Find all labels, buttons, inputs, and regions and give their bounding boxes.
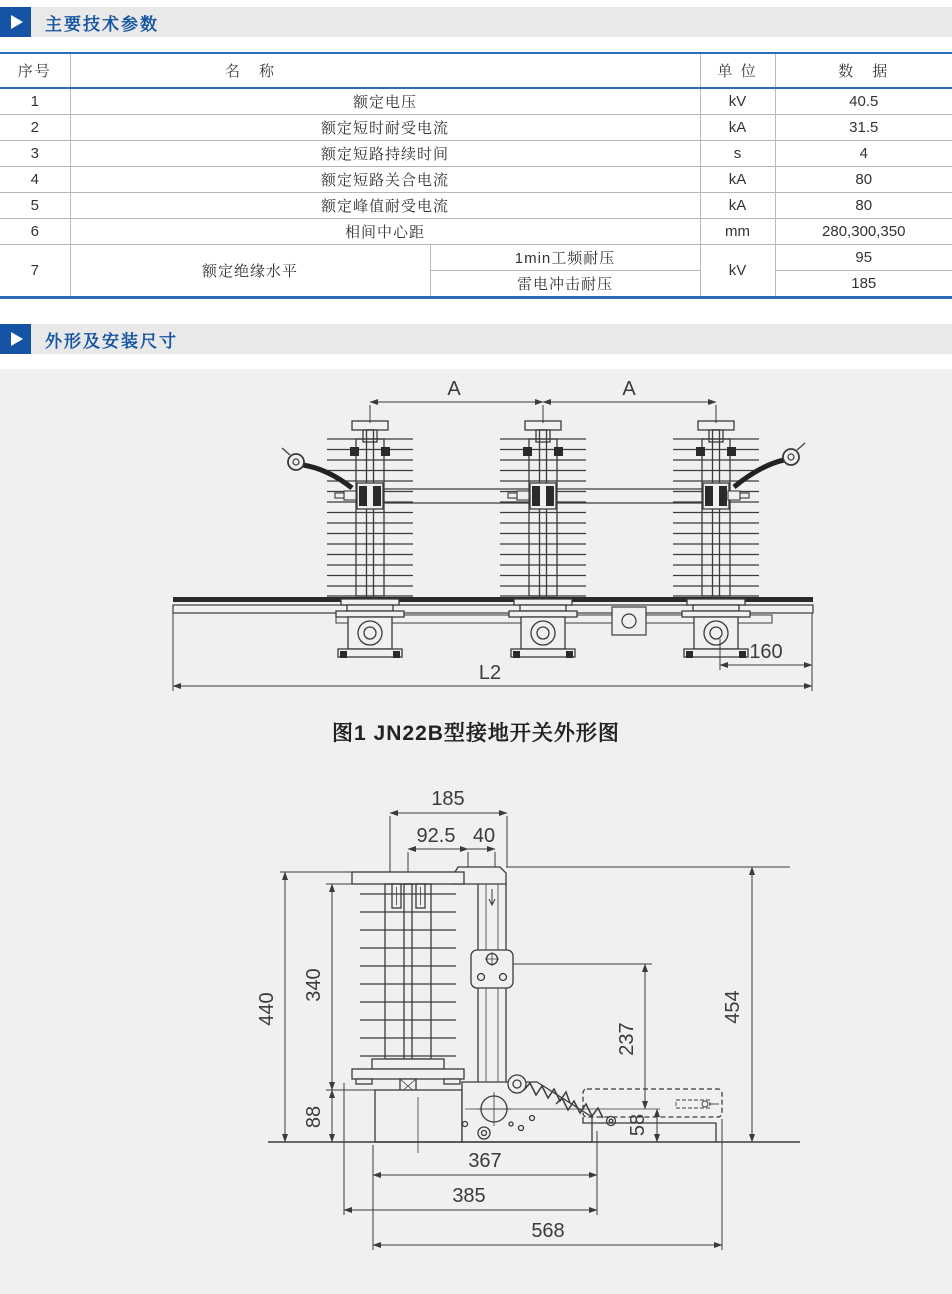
- table-row: [0, 193, 952, 219]
- table-row: [0, 167, 952, 193]
- cell-value: 80: [775, 167, 952, 193]
- cell-index: 7: [0, 245, 70, 298]
- cell-unit: s: [700, 141, 775, 167]
- ground-cable-left: [282, 448, 352, 488]
- cell-name: 额定短路关合电流: [70, 167, 700, 193]
- right-arrow-icon: [11, 332, 23, 346]
- cell-index: 6: [0, 219, 70, 245]
- dim-label-568: 568: [531, 1220, 565, 1242]
- cell-subname: 雷电冲击耐压: [430, 271, 700, 298]
- cell-unit: mm: [700, 219, 775, 245]
- col-header-unit: 单 位: [700, 53, 775, 88]
- table-row: [0, 88, 952, 115]
- figure1-drawing: [0, 369, 952, 709]
- fig2-dimensions: [280, 813, 752, 1250]
- cell-value: 40.5: [775, 88, 952, 115]
- cell-name: 额定电压: [70, 88, 700, 115]
- cell-name: 额定绝缘水平: [70, 245, 430, 298]
- cell-index: 2: [0, 115, 70, 141]
- cell-index: 1: [0, 88, 70, 115]
- dim-label-58: 58: [627, 1113, 649, 1137]
- cell-unit: kV: [700, 245, 775, 298]
- parameters-table: [0, 52, 952, 299]
- cell-unit: kA: [700, 115, 775, 141]
- dim-label-160: 160: [749, 641, 783, 663]
- cell-value: 80: [775, 193, 952, 219]
- right-arrow-icon: [11, 15, 23, 29]
- cell-value: 31.5: [775, 115, 952, 141]
- section-header-outline: [0, 324, 952, 354]
- cell-name: 相间中心距: [70, 219, 700, 245]
- cell-index: 3: [0, 141, 70, 167]
- dim-label-88: 88: [303, 1105, 325, 1129]
- col-header-data: 数 据: [775, 53, 952, 88]
- dim-label-a-right: A: [622, 378, 636, 400]
- col-header-index: 序号: [0, 53, 70, 88]
- drawing-panel: [0, 369, 952, 1294]
- dim-label-340: 340: [303, 968, 325, 1002]
- section-marker-box: [0, 324, 31, 354]
- dim-label-185: 185: [431, 788, 465, 810]
- cell-name: 额定短路持续时间: [70, 141, 700, 167]
- dim-label-237: 237: [616, 1022, 638, 1056]
- cell-index: 4: [0, 167, 70, 193]
- cell-unit: kA: [700, 167, 775, 193]
- cell-unit: kA: [700, 193, 775, 219]
- col-header-name: 名 称: [70, 53, 700, 88]
- side-view-structure: [268, 867, 800, 1153]
- dim-label-385: 385: [452, 1185, 486, 1207]
- figure2-drawing: [0, 787, 952, 1267]
- table-row: [0, 245, 952, 271]
- cell-index: 5: [0, 193, 70, 219]
- dim-label-40: 40: [472, 825, 496, 847]
- cell-value: 280,300,350: [775, 219, 952, 245]
- dim-label-454: 454: [722, 990, 744, 1024]
- cell-value: 4: [775, 141, 952, 167]
- section-title: 外形及安装尺寸: [45, 331, 178, 351]
- section-header-params: [0, 7, 952, 37]
- table-header-row: [0, 53, 952, 88]
- cell-subname: 1min工频耐压: [430, 245, 700, 271]
- dim-label-440: 440: [256, 992, 278, 1026]
- cell-value: 95: [775, 245, 952, 271]
- cell-name: 额定峰值耐受电流: [70, 193, 700, 219]
- figure1-caption: 图1 JN22B型接地开关外形图: [332, 722, 620, 745]
- dim-label-92-5: 92.5: [416, 825, 456, 847]
- table-row: [0, 219, 952, 245]
- cell-name: 额定短时耐受电流: [70, 115, 700, 141]
- table-row: [0, 141, 952, 167]
- dim-label-l2: L2: [478, 662, 502, 684]
- table-row: [0, 115, 952, 141]
- section-marker-box: [0, 7, 31, 37]
- cell-value: 185: [775, 271, 952, 298]
- dim-label-367: 367: [468, 1150, 502, 1172]
- cell-unit: kV: [700, 88, 775, 115]
- dim-label-a-left: A: [447, 378, 461, 400]
- section-title: 主要技术参数: [45, 14, 159, 34]
